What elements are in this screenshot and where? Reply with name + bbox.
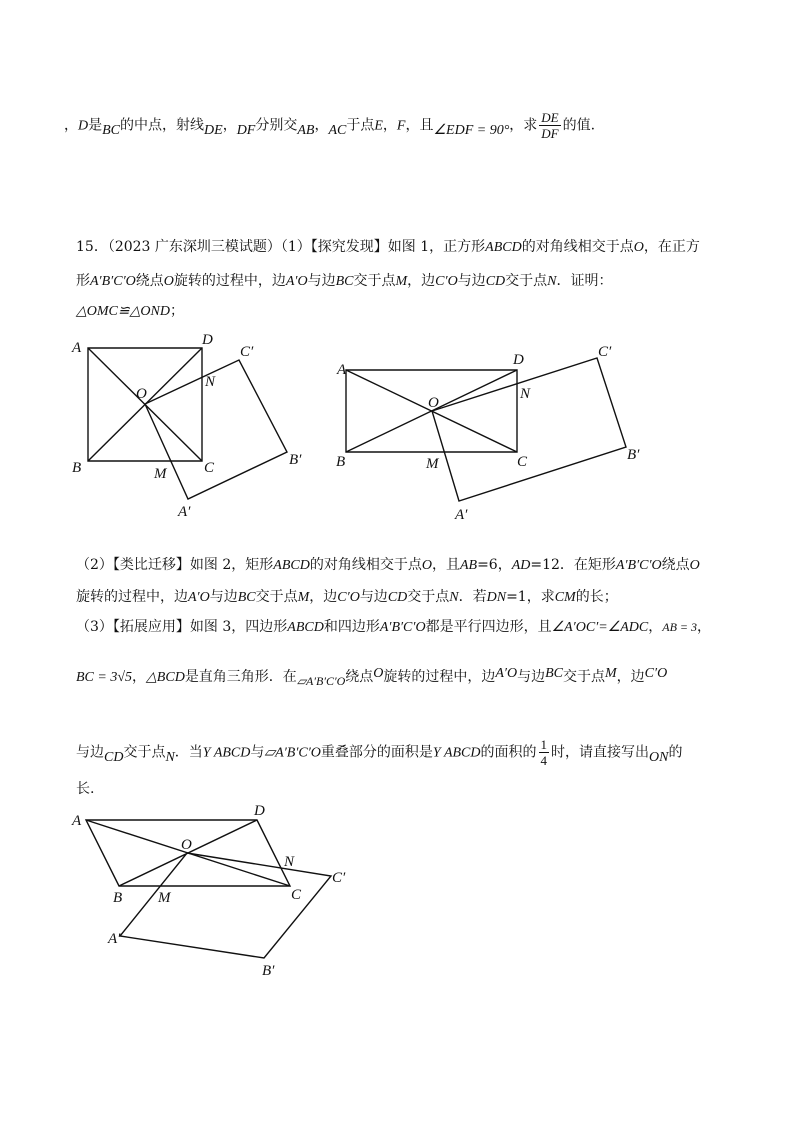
fig3-label-c: C [291,887,302,903]
fig1-label-n: N [205,374,216,390]
fig1-label-c: C [204,460,215,476]
fig3-label-n: N [284,854,295,870]
fig2-label-n: N [520,386,531,402]
fig3-label-d: D [254,803,265,819]
fraction-one-quarter: $\frac{1}{4}$ [540,737,547,768]
part2-line-1: （2）【类比迁移】如图 2，矩形ABCD的对角线相交于点O，且AB=6，AD=12．在矩形A′B′C′O绕点O [76,557,700,573]
fig2-label-c: C [517,454,528,470]
fraction-de-df: $\frac{DE}{DF}$ [541,110,559,141]
fig3-label-o: O [181,837,192,853]
q15-line-3: △OMC≌△OND； [76,303,184,319]
q15-line-1: 15．（2023 广东深圳三模试题）（1）【探究发现】如图 1，正方形ABCD的对角线相交于点O，在正方 [76,239,700,255]
top-question-line: ，D是BC的中点，射线DE，DF分别交AB，AC于点E，F，且∠EDF = 90°，求 $\frac{DE}{DF}$ 的值. [64,110,596,141]
part3-line-4: 长. [76,781,95,797]
fig2-label-a1: A′ [455,507,468,523]
fig1-label-b: B [72,460,82,476]
fig3-parallelogram-a1b1c1o [120,853,331,958]
fig1-label-a: A [72,340,82,356]
fig3-label-a1: A′ [108,931,121,947]
part3-line-3: 与边CD交于点N．当Y ABCD与▱A′B′C′O重叠部分的面积是Y ABCD的面积的 $\frac{1}{4}$ 时，请直接写出ON的 [76,737,683,768]
q15-line-2: 形A′B′C′O绕点O旋转的过程中，边A′O与边BC交于点M，边C′O与边CD交于点N．证明： [76,273,613,289]
angle-expression: ∠EDF = 90° [433,122,510,138]
fig3-label-c1: C′ [332,870,346,886]
fig1-label-d: D [202,332,213,348]
part3-line-2: BC = 3√5，△BCD是直角三角形．在▱A′B′C′O绕点O旋转的过程中，边A′O与边BC交于点M，边C′O [76,666,668,688]
fig3-label-a: A [72,813,82,829]
fig2-label-b1: B′ [627,447,640,463]
fig3-label-m: M [158,890,171,906]
fig2-label-a: A [337,362,347,378]
fig3-label-b: B [113,890,123,906]
fig2-label-c1: C′ [598,344,612,360]
fig2-label-b: B [336,454,346,470]
fig1-label-o: O [136,386,147,402]
fig1-label-b1: B′ [289,452,302,468]
fig1-label-c1: C′ [240,344,254,360]
fig2-label-m: M [426,456,439,472]
fig2-label-d: D [513,352,524,368]
part3-line-1: （3）【拓展应用】如图 3，四边形ABCD和四边形A′B′C′O都是平行四边形，且∠A′OC′=∠ADC，AB = 3， [76,619,712,635]
fig2-label-o: O [428,395,439,411]
part2-line-2: 旋转的过程中，边A′O与边BC交于点M，边C′O与边CD交于点N．若DN=1，求CM的长； [76,589,618,605]
fig3-label-b1: B′ [262,963,275,979]
fig1-label-a1: A′ [178,504,191,520]
fig1-label-m: M [154,466,167,482]
